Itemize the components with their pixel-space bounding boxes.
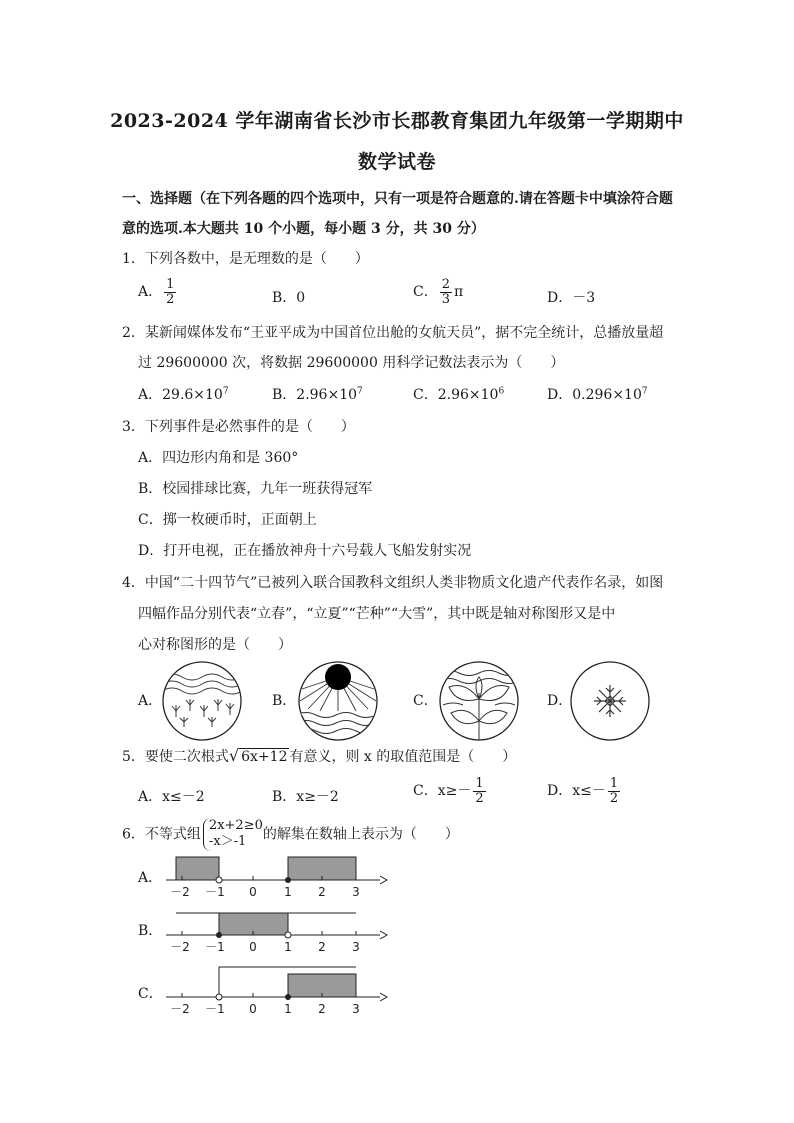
radical: 6x+12 [241,749,288,765]
q5-option-a[interactable]: A．x≤－2 [138,789,205,805]
inequality-system: 2x+2≥0 -x＞-1 [203,818,263,851]
svg-text:3: 3 [352,885,360,899]
section-heading-line2: 意的选项.本大题共 10 个小题，每小题 3 分，共 30 分） [122,221,485,237]
q5-option-c[interactable]: C．x≥－ $\frac{1}{2}$ [413,776,484,806]
svg-text:3: 3 [352,940,360,954]
q4-figure-b[interactable] [296,659,380,743]
q4-stem-line3: 心对称图形的是（ ） [138,637,292,653]
q5-option-d[interactable]: D．x≤－ $\frac{1}{2}$ [547,776,619,806]
q1-option-b[interactable]: B．0 [272,290,306,306]
q6-option-c[interactable]: C． [138,986,163,1002]
q6-number-line-c[interactable] [150,963,390,1018]
q2-option-d[interactable]: D．$0.296\times 10^7$ [547,386,648,403]
q5-option-b[interactable]: B．x≥－2 [272,789,339,805]
q2-option-a[interactable]: A．$29.6\times 10^7$ [138,386,229,403]
svg-text:2: 2 [318,885,326,899]
q1-stem: 1．下列各数中，是无理数的是（ ） [122,251,369,267]
q2-stem-line1: 2．某新闻媒体发布“王亚平成为中国首位出舱的女航天员”，据不完全统计，总播放量超 [122,325,664,341]
q6-stem: 6．不等式组 2x+2≥0 -x＞-1 的解集在数轴上表示为（ ） [122,818,459,850]
q4-figure-c[interactable] [437,659,521,743]
q1-option-a[interactable]: A． $\frac{1}{2}$ [138,277,175,307]
svg-text:－2: －2 [170,885,190,899]
q4-stem-line1: 4．中国“二十四节气”已被列入联合国教科文组织人类非物质文化遗产代表作名录，如图 [122,575,664,591]
q2-option-b[interactable]: B．$2.96\times 10^7$ [272,386,363,403]
q1-option-d[interactable]: D．－3 [547,290,596,306]
q2-stem-line2: 过 29600000 次，将数据 29600000 用科学记数法表示为（ ） [138,355,565,371]
section-heading-line1: 一、选择题（在下列各题的四个选项中，只有一项是符合题意的.请在答题卡中填涂符合题 [122,191,673,207]
fraction: $\frac{1}{2}$ [475,776,484,806]
svg-text:1: 1 [284,1002,292,1016]
exam-subtitle: 数学试卷 [357,151,436,173]
q3-option-b[interactable]: B．校园排球比赛，九年一班获得冠军 [138,481,373,497]
q4-stem-line2: 四幅作品分别代表“立春”，“立夏”“芒种”“大雪”，其中既是轴对称图形又是中 [138,606,616,622]
q3-option-d[interactable]: D．打开电视，正在播放神舟十六号载人飞船发射实况 [138,543,472,559]
q6-number-line-b[interactable] [150,905,390,955]
q4-figure-d[interactable] [568,659,652,743]
svg-text:3: 3 [352,1002,360,1016]
svg-text:2: 2 [318,1002,326,1016]
svg-text:1: 1 [284,940,292,954]
q3-stem: 3．下列事件是必然事件的是（ ） [122,419,355,435]
svg-text:0: 0 [249,940,257,954]
fraction: $\frac{2}{3}$ [441,277,450,307]
q4-option-c[interactable]: C． [413,693,438,709]
q1-option-c[interactable]: C． $\frac{2}{3}$ π [413,277,464,307]
q4-option-a[interactable]: A． [138,693,163,709]
svg-text:0: 0 [249,885,257,899]
q3-option-a[interactable]: A．四边形内角和是 360° [138,450,299,466]
q6-option-b[interactable]: B． [138,923,163,939]
fraction: $\frac{1}{2}$ [166,277,175,307]
q4-option-d[interactable]: D． [547,693,573,709]
svg-text:－2: －2 [170,940,190,954]
q6-option-a[interactable]: A． [138,870,163,886]
svg-text:－2: －2 [170,1002,190,1016]
q6-number-line-a[interactable] [150,852,390,902]
q5-stem: 5．要使二次根式√ 6x+12 有意义，则 x 的取值范围是（ ） [122,746,517,765]
exam-title: 2023-2024 学年湖南省长沙市长郡教育集团九年级第一学期期中 [110,110,684,132]
svg-text:1: 1 [284,885,292,899]
q4-option-b[interactable]: B． [272,693,297,709]
svg-text:－1: －1 [205,940,225,954]
svg-text:－1: －1 [205,1002,225,1016]
svg-text:－1: －1 [205,885,225,899]
svg-text:2: 2 [318,940,326,954]
svg-text:0: 0 [249,1002,257,1016]
fraction: $\frac{1}{2}$ [609,776,619,806]
q2-option-c[interactable]: C．$2.96\times 10^6$ [413,386,505,403]
q3-option-c[interactable]: C．掷一枚硬币时，正面朝上 [138,512,317,528]
q4-figure-a[interactable] [160,659,244,743]
